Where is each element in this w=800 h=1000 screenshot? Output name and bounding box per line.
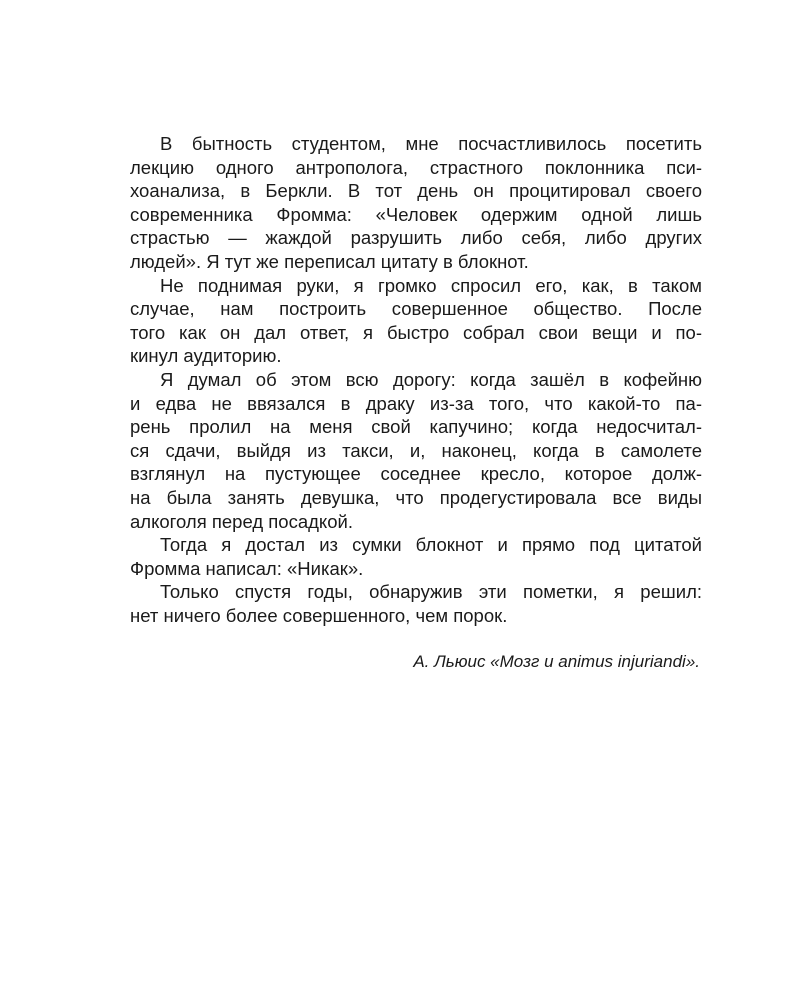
text-line: и едва не ввязался в драку из-за того, что какой-то па-: [130, 392, 702, 414]
text-line: случае, нам построить совершенное общество. После: [130, 298, 702, 320]
text-line: Фромма написал: «Никак».: [130, 557, 364, 579]
text-line: В бытность студентом, мне посчастливилось посетить: [160, 133, 702, 154]
text-line: на была занять девушка, что продегустировала все виды: [130, 486, 702, 508]
body-text: [130, 132, 702, 627]
text-line: того как он дал ответ, я быстро собрал свои вещи и по-: [130, 321, 702, 343]
text-line: лекцию одного антрополога, страстного поклонника пси-: [130, 156, 702, 178]
paragraph-1: [130, 132, 702, 274]
paragraph-5: [130, 580, 702, 627]
text-line: Только спустя годы, обнаружив эти пометки, я решил:: [160, 581, 702, 603]
text-line: нет ничего более совершенного, чем порок.: [130, 604, 508, 626]
text-line: кинул аудиторию.: [130, 345, 282, 367]
text-line: Я думал об этом всю дорогу: когда зашёл в кофейню: [160, 368, 702, 390]
text-line: Тогда я достал из сумки блокнот и прямо под цитатой: [160, 534, 702, 556]
text-line: ся сдачи, выйдя из такси, и, наконец, когда в самолете: [130, 439, 702, 461]
text-line: взглянул на пустующее соседнее кресло, которое долж-: [130, 463, 702, 485]
text-line: страстью — жаждой разрушить либо себя, либо других: [130, 227, 702, 249]
text-line: рень пролил на меня свой капучино; когда недосчитал-: [130, 416, 702, 438]
text-line: алкоголя перед посадкой.: [130, 510, 353, 532]
text-line: хоанализа, в Беркли. В тот день он процитировал своего: [130, 180, 702, 202]
paragraph-3: [130, 368, 702, 533]
text-line: современника Фромма: «Человек одержим одной лишь: [130, 203, 702, 225]
text-line: людей». Я тут же переписал цитату в блокнот.: [130, 250, 529, 272]
paragraph-2: [130, 274, 702, 368]
paragraph-4: [130, 533, 702, 580]
quote-attribution: А. Льюис «Мозг и animus injuriandi».: [413, 652, 700, 671]
text-line: Не поднимая руки, я громко спросил его, как, в таком: [160, 274, 702, 296]
